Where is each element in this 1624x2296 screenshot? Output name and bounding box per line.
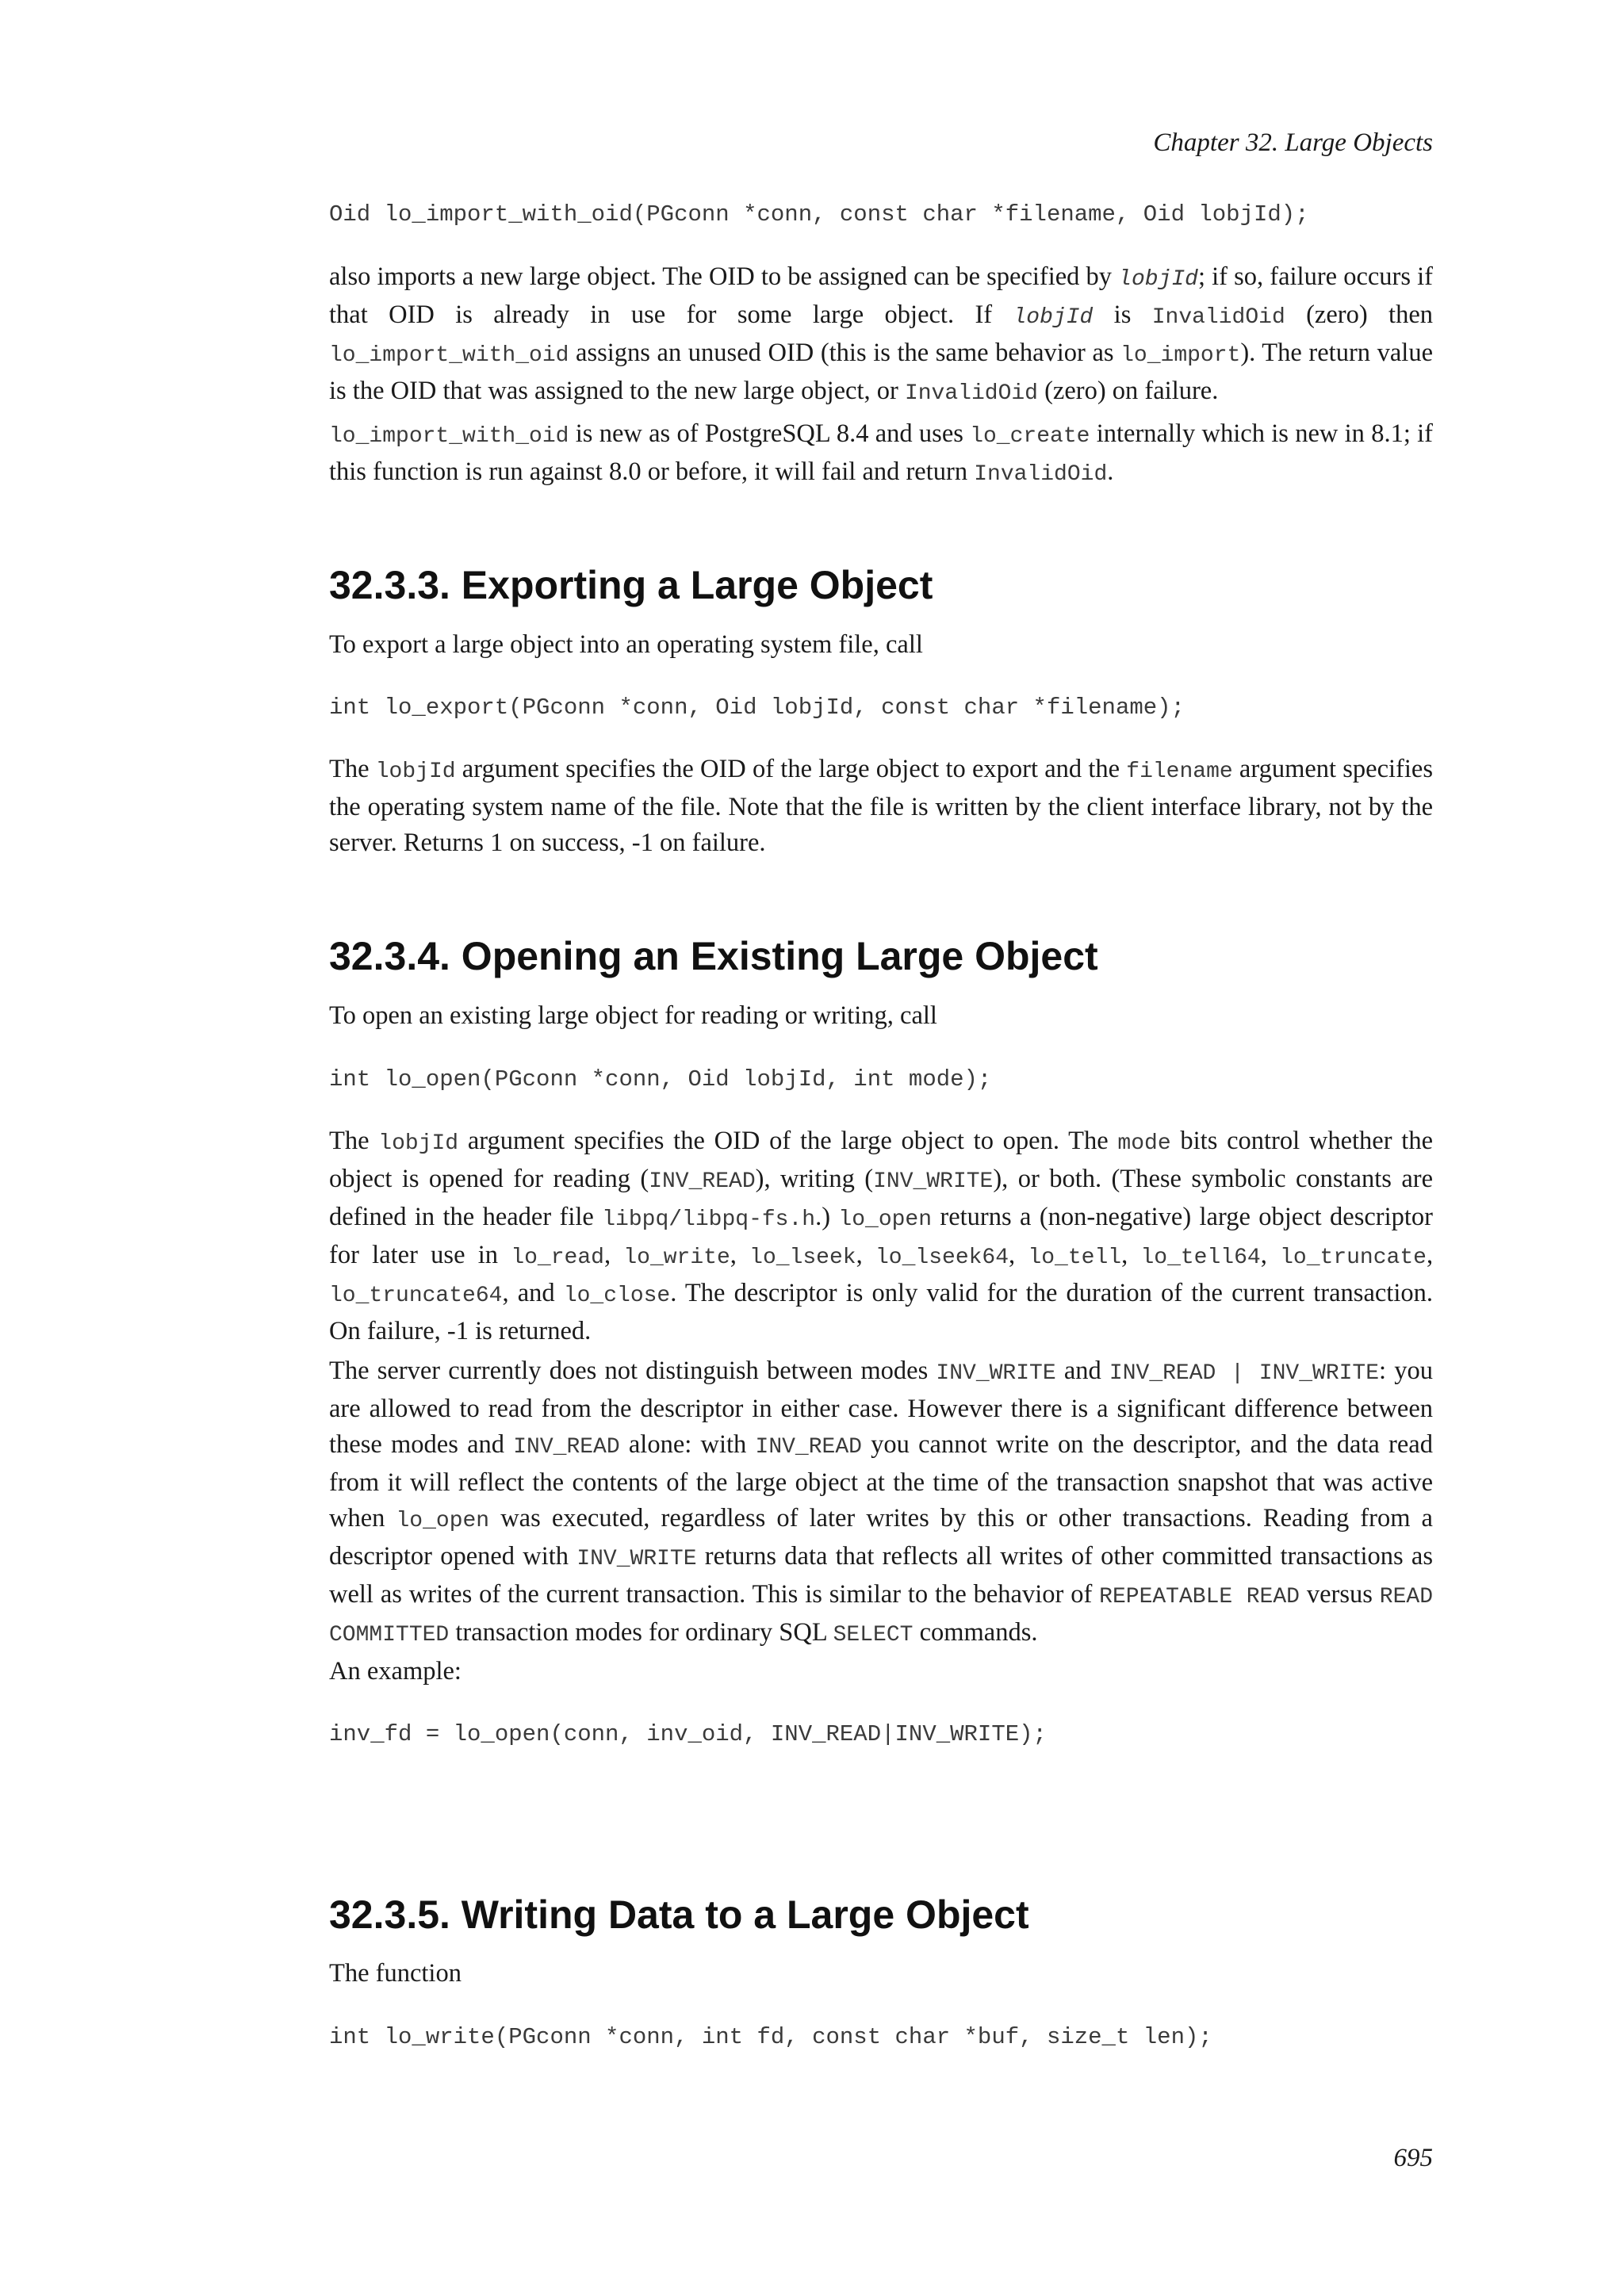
section-heading-exporting: 32.3.3. Exporting a Large Object xyxy=(329,563,933,607)
text: was executed, regardless of later writes by this or other transactions. Reading from a descriptor opened with xyxy=(329,1504,1433,1571)
text: , and xyxy=(502,1279,564,1307)
code-inline: INV_WRITE xyxy=(576,1547,697,1571)
code-inline: lo_open xyxy=(838,1207,933,1232)
text: , xyxy=(603,1241,624,1269)
code-inline: INV_WRITE xyxy=(873,1169,994,1194)
paragraph-import-with-oid-version xyxy=(329,416,1433,492)
code-inline: SELECT xyxy=(833,1623,914,1647)
code-inline: mode xyxy=(1117,1131,1171,1156)
code-inline: lo_create xyxy=(970,424,1090,449)
code-inline: lo_tell xyxy=(1028,1246,1122,1270)
text: , xyxy=(856,1241,875,1269)
text: and xyxy=(1055,1357,1109,1385)
text: The server currently does not distinguish between modes xyxy=(329,1357,936,1385)
code-inline: InvalidOid xyxy=(1151,305,1285,330)
code-inline: REPEATABLE READ xyxy=(1099,1585,1300,1609)
text: commands. xyxy=(913,1618,1038,1647)
section-heading-opening: 32.3.4. Opening an Existing Large Object xyxy=(329,934,1098,978)
text: is xyxy=(1093,300,1152,329)
code-inline: libpq/libpq-fs.h xyxy=(602,1207,816,1232)
text: (zero) then xyxy=(1285,300,1434,329)
code-inline: lo_import_with_oid xyxy=(329,424,569,449)
code-inline: lo_close xyxy=(563,1284,671,1308)
code-inline: READ COMMITTED xyxy=(329,1585,1433,1647)
text: .) xyxy=(815,1203,839,1231)
text: . xyxy=(1107,457,1114,486)
code-inline: lo_write xyxy=(623,1246,730,1270)
code-lo-write: int lo_write(PGconn *conn, int fd, const char *buf, size_t len); xyxy=(329,2024,1212,2050)
text: , xyxy=(1121,1241,1141,1269)
text: you cannot write on the descriptor, and the data read from it will reflect the contents of the large object at the time of the transaction snapshot that was active when xyxy=(329,1430,1433,1533)
text: argument specifies the OID of the large object to export and the xyxy=(455,755,1127,783)
text: , xyxy=(1426,1241,1434,1269)
text: , xyxy=(730,1241,750,1269)
code-inline: InvalidOid xyxy=(974,462,1108,487)
code-inline: INV_READ xyxy=(755,1435,862,1460)
code-lo-export: int lo_export(PGconn *conn, Oid lobjId, const char *filename); xyxy=(329,695,1185,721)
text: is new as of PostgreSQL 8.4 and uses xyxy=(569,419,971,448)
text: assigns an unused OID (this is the same behavior as xyxy=(569,339,1121,367)
code-inline: lo_open xyxy=(396,1509,490,1533)
paragraph-import-with-oid xyxy=(329,259,1433,411)
section-heading-writing: 32.3.5. Writing Data to a Large Object xyxy=(329,1892,1029,1937)
text: ; if so, failure occurs if that OID is already in use for some large object. If xyxy=(329,262,1434,329)
code-inline: INV_READ | INV_WRITE xyxy=(1109,1361,1380,1386)
text: also imports a new large object. The OID to be assigned can be specified by xyxy=(329,262,1119,291)
text: alone: with xyxy=(619,1430,756,1459)
paragraph-export-args xyxy=(329,752,1433,861)
code-inline: InvalidOid xyxy=(904,381,1038,406)
code-inline: filename xyxy=(1126,760,1233,784)
text: ), or both. (These symbolic constants are defined in the header file xyxy=(329,1165,1434,1231)
text: transaction modes for ordinary SQL xyxy=(449,1618,833,1647)
code-inline: lo_truncate64 xyxy=(329,1284,503,1308)
paragraph-open-args xyxy=(329,1123,1433,1349)
text: ). The return value is the OID that was assigned to the new large object, or xyxy=(329,339,1433,405)
code-inline: INV_READ xyxy=(649,1169,756,1194)
code-lo-open: int lo_open(PGconn *conn, Oid lobjId, int mode); xyxy=(329,1066,992,1093)
code-inline: lo_truncate xyxy=(1280,1246,1427,1270)
code-inline: lobjId xyxy=(375,760,456,784)
text: , xyxy=(1009,1241,1028,1269)
text: bits control whether the object is opened for reading ( xyxy=(329,1127,1434,1193)
paragraph-open-modes xyxy=(329,1353,1433,1653)
paragraph-write-lead: The function xyxy=(329,1959,462,1988)
code-inline: lo_lseek64 xyxy=(875,1246,1009,1270)
code-inline: lobjId xyxy=(1118,267,1198,292)
code-inline: lobjId xyxy=(378,1131,459,1156)
text: versus xyxy=(1299,1580,1380,1609)
code-inline: lo_import_with_oid xyxy=(329,343,569,368)
text: argument specifies the operating system name of the file. Note that the file is written by the client interface library, not by the server. Returns 1 on success, -1 on failure. xyxy=(329,755,1433,857)
text: . The descriptor is only valid for the duration of the current transaction. On failure, -1 is returned. xyxy=(329,1279,1433,1345)
paragraph-example-label: An example: xyxy=(329,1657,462,1686)
code-inline: lo_import xyxy=(1120,343,1241,368)
running-header: Chapter 32. Large Objects xyxy=(1153,128,1433,157)
text: The xyxy=(329,755,376,783)
paragraph-open-lead: To open an existing large object for reading or writing, call xyxy=(329,1001,937,1030)
text: : you are allowed to read from the descriptor in either case. However there is a significant difference between these modes and xyxy=(329,1357,1433,1459)
code-example-lo-open: inv_fd = lo_open(conn, inv_oid, INV_READ|INV_WRITE); xyxy=(329,1721,1047,1747)
text: argument specifies the OID of the large object to open. The xyxy=(458,1127,1118,1155)
text: The xyxy=(329,1127,379,1155)
text: returns data that reflects all writes of other committed transactions as well as writes of the current transaction. This is similar to the behavior of xyxy=(329,1542,1433,1609)
text: internally which is new in 8.1; if this function is run against 8.0 or before, it will fail and return xyxy=(329,419,1434,486)
code-lo-import-with-oid: Oid lo_import_with_oid(PGconn *conn, const char *filename, Oid lobjId); xyxy=(329,201,1309,228)
text: returns a (non-negative) large object descriptor for later use in xyxy=(329,1203,1433,1269)
paragraph-export-lead: To export a large object into an operating system file, call xyxy=(329,630,923,659)
code-inline: lo_read xyxy=(511,1246,604,1270)
code-inline: INV_READ xyxy=(513,1435,620,1460)
code-inline: INV_WRITE xyxy=(936,1361,1056,1386)
page-number: 695 xyxy=(1393,2144,1433,2172)
text: (zero) on failure. xyxy=(1037,377,1219,405)
text: ), writing ( xyxy=(755,1165,874,1193)
code-inline: lobjId xyxy=(1013,305,1094,330)
code-inline: lo_lseek xyxy=(749,1246,856,1270)
text: , xyxy=(1260,1241,1281,1269)
code-inline: lo_tell64 xyxy=(1140,1246,1261,1270)
